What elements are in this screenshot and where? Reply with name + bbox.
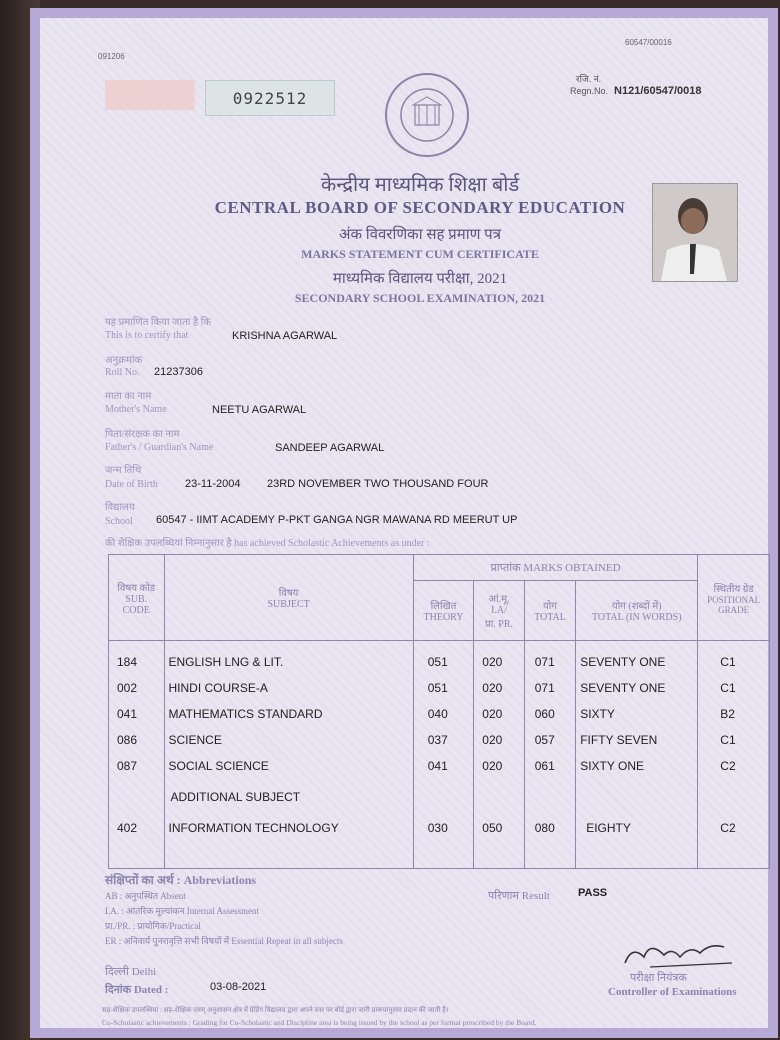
ia-1: 020 <box>482 681 503 695</box>
ia-additional: 050 <box>482 821 503 835</box>
controller-label: Controller of Examinations <box>608 986 737 998</box>
code-3: 086 <box>117 733 138 747</box>
dated-label: दिनांक Dated : <box>105 984 169 996</box>
col-theory-hindi: लिखित <box>430 601 457 612</box>
col-words-hindi: योग (शब्दों में) <box>611 601 662 612</box>
issue-date: 03-08-2021 <box>210 981 267 993</box>
code-additional: 402 <box>117 821 138 835</box>
father-label: Father's / Guardian's Name <box>105 442 214 453</box>
marksheet <box>30 8 778 1038</box>
total-1: 071 <box>534 681 555 695</box>
registration-block <box>570 73 702 97</box>
dob-label-hindi: जन्म तिथि <box>105 465 142 476</box>
corner-code-left: 091206 <box>98 52 125 61</box>
exam-title: SECONDARY SCHOOL EXAMINATION, 2021 <box>294 291 546 305</box>
theory-4: 041 <box>427 759 448 773</box>
board-title-hindi: केन्द्रीय माध्यमिक शिक्षा बोर्ड <box>320 174 520 196</box>
grade-additional: C2 <box>720 821 736 835</box>
father-name: SANDEEP AGARWAL <box>275 442 385 454</box>
co-scholastic-note: Co-Scholastic achievements : Grading for Co-Scholastic and Discipline area is being issued by the school as per format prescribed by the Board. <box>102 1018 537 1027</box>
certify-label-hindi: यह प्रमाणित किया जाता है कि <box>105 317 211 328</box>
school-label: School <box>105 516 133 527</box>
board-title: CENTRAL BOARD OF SECONDARY EDUCATION <box>214 198 626 217</box>
achieved-hindi: की शैक्षिक उपलब्धियां निम्नानुसार है <box>105 538 232 549</box>
abbr-absent: AB : अनुपस्थित Absent <box>105 891 186 901</box>
ia-4: 020 <box>482 759 503 773</box>
regn-label-hindi: रजि. नं. <box>576 74 602 84</box>
certificate-title-hindi: अंक विवरणिका सह प्रमाण पत्र <box>339 227 501 243</box>
abbr-practical: प्रा./PR. : प्रायोगिक/Practical <box>105 921 201 931</box>
col-total-hindi: योग <box>542 601 557 612</box>
total-0: 071 <box>534 655 555 669</box>
words-3: FIFTY SEVEN <box>580 733 658 747</box>
father-label-hindi: पिता/संरक्षक का नाम <box>105 429 180 440</box>
code-2: 041 <box>117 707 138 721</box>
mother-name: NEETU AGARWAL <box>212 404 307 416</box>
col-grade-hindi: स्थितीय ग्रेड <box>713 583 754 595</box>
grade-1: C1 <box>720 681 736 695</box>
subject-0: ENGLISH LNG & LIT. <box>168 655 284 669</box>
mother-label-hindi: माता का नाम <box>105 391 152 402</box>
grade-3: C1 <box>720 733 736 747</box>
co-scholastic-note-hindi: सह-शैक्षिक उपलब्धियां : सह-शैक्षिक एवम् अनुशासन क्षेत्र में ग्रेडिंग विद्यालय द्वारा अपने स्तर पर बोर्ड द्वारा जारी प्रारूपानुसार प्रदान की जाती है। <box>102 1006 449 1014</box>
col-grade-header <box>698 555 770 641</box>
subject-additional: INFORMATION TECHNOLOGY <box>168 821 339 835</box>
col-words-header <box>576 581 698 641</box>
code-1: 002 <box>117 681 138 695</box>
serial-number: 0922512 <box>205 80 335 116</box>
certificate-title: MARKS STATEMENT CUM CERTIFICATE <box>301 247 539 261</box>
ia-3: 020 <box>482 733 503 747</box>
col-total-header <box>524 581 575 641</box>
place: दिल्ली Delhi <box>105 966 157 978</box>
date-of-birth-words: 23RD NOVEMBER TWO THOUSAND FOUR <box>267 478 489 490</box>
total-4: 061 <box>534 759 555 773</box>
roll-label-hindi: अनुक्रमांक <box>105 355 143 366</box>
codes-cell <box>109 641 165 869</box>
col-pr: प्रा. PR. <box>485 619 514 630</box>
marks-table <box>108 554 770 869</box>
abbreviations-title: संक्षिप्तों का अर्थ : Abbreviations <box>105 873 257 887</box>
subject-3: SCIENCE <box>168 733 222 747</box>
result-value: PASS <box>578 887 608 899</box>
controller-signature-icon <box>620 933 740 973</box>
theory-1: 051 <box>427 681 448 695</box>
col-ia: I.A/ <box>491 605 507 616</box>
grades-cell <box>698 641 770 869</box>
theory-additional: 030 <box>427 821 448 835</box>
regn-number: N121/60547/0018 <box>614 85 702 97</box>
achieved-line <box>105 535 430 549</box>
achieved-english: has achieved Scholastic Achievements as under : <box>234 538 430 549</box>
col-total: TOTAL <box>534 612 566 623</box>
subject-1: HINDI COURSE-A <box>168 681 268 695</box>
school-label-hindi: विद्यालय <box>105 502 135 513</box>
col-ia-hindi: आं.मू. <box>488 594 510 605</box>
col-code-header <box>109 555 165 641</box>
marks-obtained-header: प्राप्तांक MARKS OBTAINED <box>413 555 698 581</box>
subject-4: SOCIAL SCIENCE <box>168 759 269 773</box>
total-additional: 080 <box>534 821 555 835</box>
col-theory-header <box>413 581 474 641</box>
roll-number: 21237306 <box>154 366 203 378</box>
marks-body-row <box>109 641 770 869</box>
words-additional: EIGHTY <box>586 821 631 835</box>
date-of-birth: 23-11-2004 <box>185 478 241 490</box>
grade-2: B2 <box>720 707 735 721</box>
total-3: 057 <box>534 733 555 747</box>
col-subject-header <box>164 555 413 641</box>
code-0: 184 <box>117 655 138 669</box>
roll-label: Roll No. <box>105 367 140 378</box>
theory-0: 051 <box>427 655 448 669</box>
subjects-cell <box>164 641 413 869</box>
grade-4: C2 <box>720 759 736 773</box>
result-label: परिणाम Result <box>488 890 550 902</box>
subject-2: MATHEMATICS STANDARD <box>168 707 323 721</box>
student-name: KRISHNA AGARWAL <box>232 330 338 342</box>
col-subject-hindi: विषय <box>278 588 299 599</box>
theory-3: 037 <box>427 733 448 747</box>
cbse-seal-icon <box>385 73 469 157</box>
col-grade: POSITIONAL GRADE <box>707 594 761 615</box>
col-theory: THEORY <box>423 612 464 623</box>
col-words: TOTAL (IN WORDS) <box>591 612 682 623</box>
mother-label: Mother's Name <box>105 404 167 415</box>
regn-label: Regn.No. <box>570 86 609 96</box>
words-1: SEVENTY ONE <box>580 681 666 695</box>
words-cell <box>576 641 698 869</box>
certify-label: This is to certify that <box>105 330 189 341</box>
theory-2: 040 <box>427 707 448 721</box>
dob-label: Date of Birth <box>105 479 158 490</box>
words-4: SIXTY ONE <box>580 759 644 773</box>
col-code: SUB. CODE <box>122 593 150 616</box>
col-subject: SUBJECT <box>267 599 310 610</box>
ia-0: 020 <box>482 655 503 669</box>
abbr-essential-repeat: ER : अनिवार्य पुनरावृत्ति सभी विषयों में Essential Repeat in all subjects <box>105 936 343 946</box>
school-name: 60547 - IIMT ACADEMY P-PKT GANGA NGR MAWANA RD MEERUT UP <box>156 514 518 526</box>
corner-code-right: 60547/00016 <box>625 38 672 47</box>
grade-0: C1 <box>720 655 736 669</box>
words-2: SIXTY <box>580 707 615 721</box>
theory-cell <box>413 641 474 869</box>
abbr-internal: I.A. : आंतरिक मूल्यांकन Internal Assessment <box>105 906 259 916</box>
controller-label-hindi: परीक्षा नियंत्रक <box>630 972 687 984</box>
col-ia-header <box>474 581 524 641</box>
col-code-hindi: विषय कोड <box>117 582 156 594</box>
additional-subject-label: ADDITIONAL SUBJECT <box>170 790 301 804</box>
exam-title-hindi: माध्यमिक विद्यालय परीक्षा, 2021 <box>332 271 508 287</box>
words-0: SEVENTY ONE <box>580 655 666 669</box>
ia-cell <box>474 641 524 869</box>
total-cell <box>524 641 575 869</box>
total-2: 060 <box>534 707 555 721</box>
student-photo <box>652 183 738 282</box>
ia-2: 020 <box>482 707 503 721</box>
security-strip <box>105 80 195 110</box>
code-4: 087 <box>117 759 138 773</box>
